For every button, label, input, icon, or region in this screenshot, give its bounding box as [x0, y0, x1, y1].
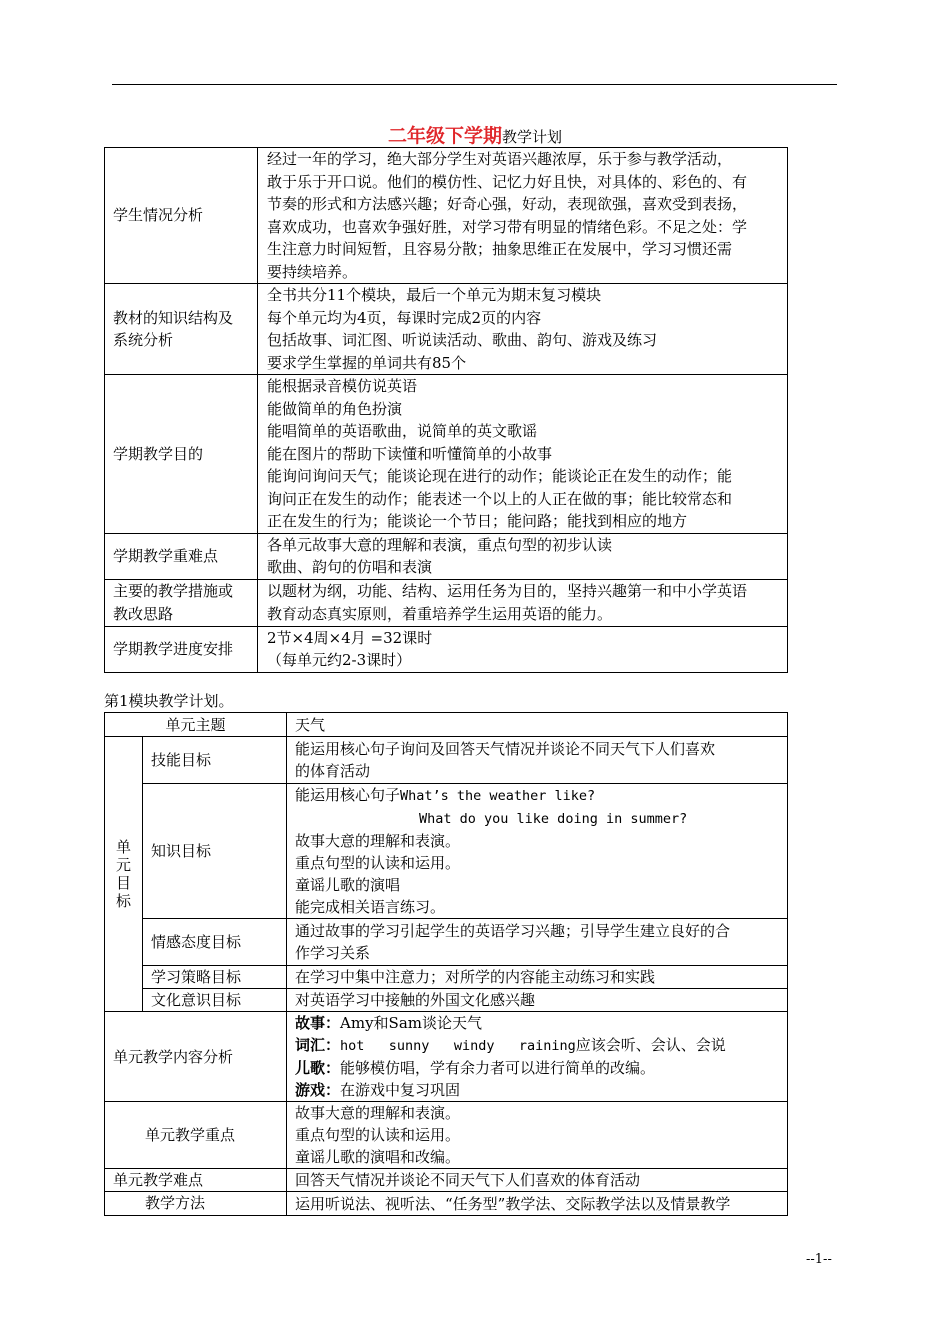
- row-label: 学期教学重难点: [105, 533, 258, 579]
- difficulty-content: 回答天气情况并谈论不同天气下人们喜欢的体育活动: [287, 1169, 788, 1192]
- table-row: [105, 1192, 788, 1216]
- row-content: 以题材为纲，功能、结构、运用任务为目的，坚持兴趣第一和中小学英语 教育动态真实原则，着重培养学生运用英语的能力。: [258, 579, 788, 626]
- header-rule: [112, 84, 837, 85]
- skill-goal-content: 能运用核心句子询问及回答天气情况并谈论不同天气下人们喜欢 的体育活动: [287, 737, 788, 784]
- method-content: 运用听说法、视听法、“任务型”教学法、交际教学法以及情景教学: [287, 1192, 788, 1216]
- table-row: [105, 784, 788, 919]
- table-row: [105, 713, 788, 737]
- culture-goal-label: 文化意识目标: [143, 989, 287, 1012]
- content-analysis-label: 单元教学内容分析: [105, 1012, 287, 1102]
- table-row: [105, 919, 788, 966]
- table-row: [105, 737, 788, 784]
- table-row: [105, 148, 788, 284]
- table-row: [105, 966, 788, 989]
- question-what-weather: What’s the weather like?: [400, 788, 596, 804]
- row-label: 主要的教学措施或 教改思路: [105, 579, 258, 626]
- skill-goal-label: 技能目标: [143, 737, 287, 784]
- row-content: 能根据录音模仿说英语 能做简单的角色扮演 能唱简单的英语歌曲，说简单的英文歌谣 能在图片的帮助下读懂和听懂简单的小故事 能询问询问天气；能谈论现在进行的动作；能谈论正在发生的动作；能 询问正在发生的动作；能表述一个以上的人正在做的事；能比较常态和 正在发生的行为；能谈论一个节日；能问路；能找到相应的地方: [258, 375, 788, 534]
- page-title: [0, 121, 950, 148]
- row-label: 学生情况分析: [105, 148, 258, 284]
- content-analysis-content: 故事：Amy和Sam谈论天气 词汇：hot sunny windy raining应该会听、会认、会说 儿歌：能够模仿唱，学有余力者可以进行简单的改编。 游戏：在游戏中复习巩固: [287, 1012, 788, 1102]
- theme-label: 单元主题: [105, 713, 287, 737]
- table-row: [105, 989, 788, 1012]
- table-row: [105, 284, 788, 375]
- culture-goal-content: 对英语学习中接触的外国文化感兴趣: [287, 989, 788, 1012]
- attitude-goal-label: 情感态度目标: [143, 919, 287, 966]
- table-row: [105, 533, 788, 579]
- question-what-do-you-like: What do you like doing in summer?: [419, 811, 688, 827]
- knowledge-goal-content: 能运用核心句子What’s the weather like? What do you like doing in summer? 故事大意的理解和表演。 重点句型的认读和运用。 童谣儿歌的演唱 能完成相关语言练习。: [287, 784, 788, 919]
- table-row: [105, 626, 788, 672]
- row-content: 各单元故事大意的理解和表演，重点句型的初步认读 歌曲、韵句的仿唱和表演: [258, 533, 788, 579]
- knowledge-goal-label: 知识目标: [143, 784, 287, 919]
- table-row: [105, 375, 788, 534]
- attitude-goal-content: 通过故事的学习引起学生的英语学习兴趣；引导学生建立良好的合 作学习关系: [287, 919, 788, 966]
- module-heading: 第1模块教学计划。: [104, 692, 234, 710]
- theme-value: 天气: [287, 713, 788, 737]
- semester-plan-table: [104, 147, 788, 673]
- row-label: 学期教学进度安排: [105, 626, 258, 672]
- row-label: 学期教学目的: [105, 375, 258, 534]
- row-content: 全书共分11个模块，最后一个单元为期末复习模块 每个单元均为4页，每课时完成2页的内容 包括故事、词汇图、听说读活动、歌曲、韵句、游戏及练习 要求学生掌握的单词共有85个: [258, 284, 788, 375]
- method-label: 教学方法: [105, 1192, 287, 1216]
- strategy-goal-content: 在学习中集中注意力；对所学的内容能主动练习和实践: [287, 966, 788, 989]
- focus-label: 单元教学重点: [105, 1102, 287, 1169]
- row-label: 教材的知识结构及 系统分析: [105, 284, 258, 375]
- table-row: [105, 579, 788, 626]
- focus-content: 故事大意的理解和表演。 重点句型的认读和运用。 童谣儿歌的演唱和改编。: [287, 1102, 788, 1169]
- table-row: [105, 1169, 788, 1192]
- strategy-goal-label: 学习策略目标: [143, 966, 287, 989]
- table-row: [105, 1012, 788, 1102]
- page-title-suffix: 教学计划: [502, 128, 563, 146]
- page-number: --1--: [806, 1252, 832, 1267]
- unit-goals-label: 单 元 目 标: [105, 737, 143, 1012]
- row-content: 2节×4周×4月 =32课时 （每单元约2-3课时）: [258, 626, 788, 672]
- row-content: 经过一年的学习，绝大部分学生对英语兴趣浓厚，乐于参与教学活动， 敢于乐于开口说。他们的模仿性、记忆力好且快，对具体的、彩色的、有 节奏的形式和方法感兴趣；好奇心强，好动，表现欲强，喜欢受到表扬， 喜欢成功，也喜欢争强好胜，对学习带有明显的情绪色彩。不足之处：学 生注意力时间短暂，且容易分散；抽象思维正在发展中，学习习惯还需 要持续培养。: [258, 148, 788, 284]
- table-row: [105, 1102, 788, 1169]
- page-title-grade: 二年级下学期: [387, 125, 502, 147]
- difficulty-label: 单元教学难点: [105, 1169, 287, 1192]
- module-plan-table: [104, 712, 788, 1216]
